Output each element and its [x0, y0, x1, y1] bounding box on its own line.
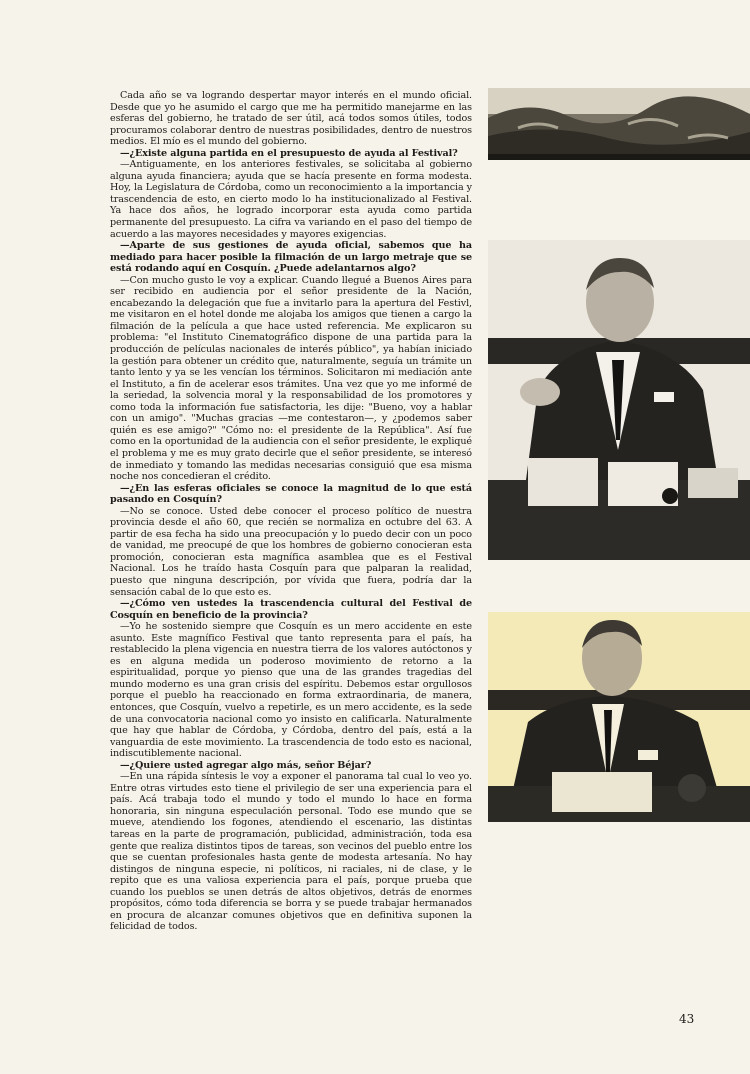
question: —Aparte de sus gestiones de ayuda oficial, sabemos que ha mediado para hacer posible la filmación de un largo metraje que se está rodando aquí en Cosquín. ¿Puede adelantarnos algo? [110, 240, 472, 275]
page-number: 43 [679, 1012, 695, 1026]
paragraph: —Antiguamente, en los anteriores festivales, se solicitaba al gobierno alguna ayuda financiera; ayuda que se hacía presente en forma modesta. Hoy, la Legislatura de Córdoba, como un reconocimiento a la importancia y trascendencia de esto, en cierto modo lo ha institucionalizado al Festival. Ya hace dos años, he logrado incorporar esta ayuda como partida permanente del presupuesto. La cifra va variando en el paso del tiempo de acuerdo a las mayores necesidades y mayores exigencias. [110, 159, 472, 240]
question: —¿En las esferas oficiales se conoce la magnitud de lo que está pasando en Cosquín? [110, 482, 472, 506]
official-speaking-photo [488, 612, 750, 822]
paragraph: —Con mucho gusto le voy a explicar. Cuando llegué a Buenos Aires para ser recibido en audiencia por el señor presidente de la Nación, encabezando la delegación que fue a invitarlo para la apertura del Festivl, me visitaron en el hotel donde me alojaba los amigos que tienen a cargo la filmación de la película a que hace usted referencia. Me explicaron su problema: "el Instituto Cinematográfico dispone de una partida para la producción de películas nacionales de interés público", ya habían iniciado la gestión para obtener un crédito que, naturalmente, seguía un trámite un tanto lento y ya se les vencían los términos. Solicitaron mi mediación ante el Instituto, a fin de acelerar esos trámites. Una vez que yo me informé de la seriedad, la solvencia moral y la responsabilidad de los promotores y como toda la información fue satisfactoria, les dije: "Bueno, voy a hablar con un amigo". "Muchas gracias —me contestaron—, y ¿podemos saber quién es ese amigo?" "Cómo no: el presidente de la República". Así fue como en la oportunidad de la audiencia con el señor presidente, le expliqué el problema y me es muy grato decirle que el señor presidente, se interesó de inmediato y tomando las medidas necesarias consiguió que esa misma noche nos concedieran el crédito. [110, 274, 472, 483]
question: —¿Quiere usted agregar algo más, señor Béjar? [120, 759, 372, 771]
official-at-desk-photo [488, 240, 750, 560]
paragraph: —No se conoce. Usted debe conocer el proceso político de nuestra provincia desde el año 60, que recién se normaliza en octubre del 63. A partir de esa fecha ha sido una preocupación y lo puedo decir con un poco de vanidad, me preocupé de que los hombres de gobierno conocieran esta promoción, conocieran esta magnífica asamblea que es el Festival Nacional. Los he traído hasta Cosquín para que palparan la realidad, puesto que ninguna descripción, por vívida que fuera, podría dar la sensación cabal de lo que esto es. [110, 505, 472, 598]
paragraph: —En una rápida síntesis le voy a exponer el panorama tal cual lo veo yo. Entre otras virtudes esto tiene el privilegio de ser una experiencia para el país. Acá trabaja todo el mundo y todo el mundo lo hace en forma honoraria, sin ninguna especulación personal. Todo ese mundo que se mueve, atendiendo los fogones, atendiendo el escenario, las distintas tareas en la parte de programación, publicidad, administración, toda esa gente que realiza distintos tipos de tareas, son vecinos del pueblo entre los que se cuentan profesionales hasta gente de modesta artesanía. No hay distingos de ninguna especie, ni políticos, ni raciales, ni de clase, y le repito que es una valiosa experiencia para el país, porque prueba que cuando los pueblos se unen detrás de altos objetivos, detrás de enormes propósitos, cómo toda diferencia se borra y se puede trabajar hermanados en procura de alcanzar comunes objetivos que en definitiva suponen la felicidad de todos. [110, 771, 472, 933]
question: —¿Cómo ven ustedes la trascendencia cultural del Festival de Cosquín en beneficio de la provincia? [110, 598, 472, 621]
paragraph: Cada año se va logrando despertar mayor interés en el mundo oficial. Desde que yo he asumido el cargo que me ha permitido manejarme en las esferas del gobierno, he tratado de ser útil, acá todos somos útiles, todos procuramos colaborar dentro de nuestras posibilidades, dentro de nuestros medios. El mío es el mundo del gobierno. [110, 90, 472, 148]
interview-text-column [110, 90, 472, 933]
landscape-photo [488, 88, 750, 160]
question: —¿Existe alguna partida en el presupuesto de ayuda al Festival? [120, 147, 458, 159]
paragraph: —Yo he sostenido siempre que Cosquín es un mero accidente en este asunto. Este magnífico Festival que tanto representa para el país, ha restablecido la plena vigencia en nuestra tierra de los valores autóctonos y es en alguna medida un poderoso movimiento de retorno a la espiritualidad, porque yo pienso que una de las grandes tragedias del mundo moderno es una gran crisis del espíritu. Debemos estar orgullosos porque el pueblo ha reaccionado en forma extraordinaria, de manera, entonces, que Cosquín, vuelvo a repetirle, es un mero accidente, es la sede de una convocatoria nacional como yo insisto en calificarla. Naturalmente que hay que hablar de Córdoba, y Córdoba, dentro del país, está a la vanguardia de este movimiento. La trascendencia de todo esto es nacional, indiscutiblemente nacional. [110, 621, 472, 760]
